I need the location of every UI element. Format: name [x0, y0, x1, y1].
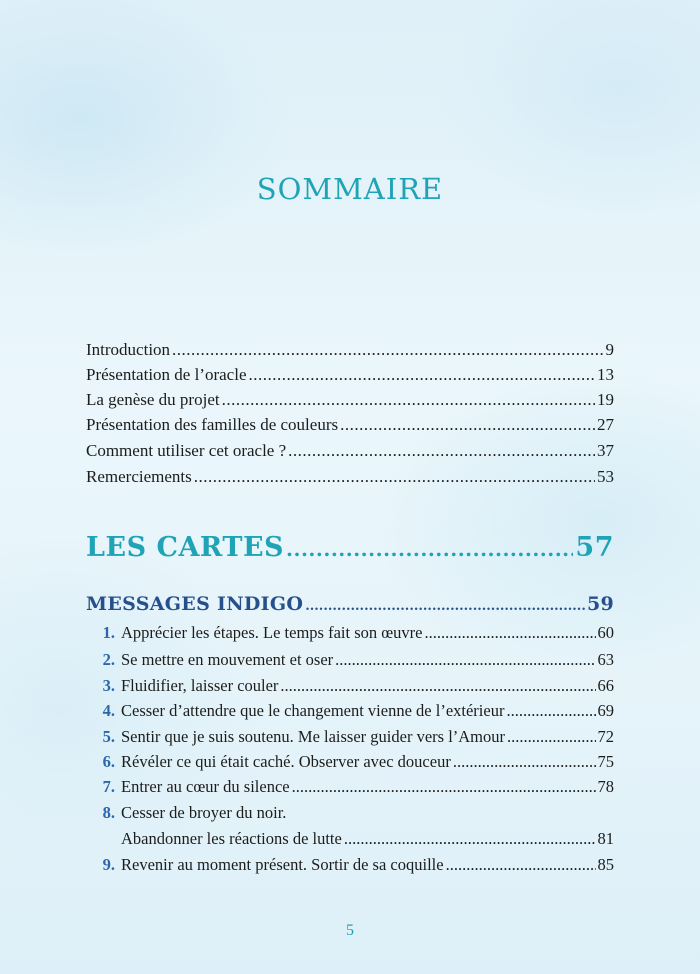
- toc-entry-remerciements[interactable]: [86, 467, 614, 491]
- card-label: Sentir que je suis soutenu. Me laisser guider vers l’Amour: [121, 727, 506, 746]
- card-label: Revenir au moment présent. Sortir de sa coquille: [121, 855, 444, 874]
- card-page: 81: [597, 829, 614, 848]
- toc-card-1[interactable]: [90, 623, 614, 646]
- toc-entry-presentation-oracle[interactable]: [86, 365, 614, 389]
- dot-leader: [172, 340, 603, 360]
- page-title: SOMMAIRE: [256, 172, 444, 206]
- toc-entry-label: Remerciements: [86, 467, 192, 486]
- card-label: Fluidifier, laisser couler: [121, 676, 279, 695]
- toc-card-8-line2[interactable]: [121, 829, 614, 852]
- card-page: 63: [597, 650, 614, 669]
- toc-entry-genese-projet[interactable]: [86, 390, 614, 414]
- card-number: 7.: [102, 777, 115, 796]
- dot-leader: [286, 537, 573, 561]
- toc-subsection-messages-indigo[interactable]: [86, 593, 614, 615]
- toc-entry-familles-couleurs[interactable]: [86, 415, 614, 439]
- toc-section-les-cartes[interactable]: [86, 532, 614, 563]
- card-label: Se mettre en mouvement et oser: [121, 650, 334, 669]
- dot-leader: [305, 599, 585, 614]
- subsection-label: MESSAGES INDIGO: [86, 593, 304, 615]
- section-label: LES CARTES: [86, 532, 285, 563]
- toc-entry-page: 37: [597, 441, 614, 460]
- card-page: 72: [597, 727, 614, 746]
- dot-leader: [222, 390, 595, 410]
- toc-entry-label: Présentation de l’oracle: [86, 365, 247, 384]
- dot-leader: [335, 650, 595, 670]
- dot-leader: [453, 752, 596, 772]
- toc-entry-page: 27: [597, 415, 614, 434]
- dot-leader: [424, 623, 595, 643]
- card-number: 5.: [102, 727, 115, 746]
- toc-entry-label: Présentation des familles de couleurs: [86, 415, 339, 434]
- dot-leader: [446, 855, 596, 875]
- card-label: Révéler ce qui était caché. Observer avec douceur: [121, 752, 451, 771]
- card-number: 3.: [102, 676, 115, 695]
- toc-entry-page: 19: [597, 390, 614, 409]
- card-page: 75: [597, 752, 614, 771]
- dot-leader: [292, 777, 596, 797]
- toc-entry-page: 53: [597, 467, 614, 486]
- card-number: 1.: [102, 623, 115, 642]
- card-label: Abandonner les réactions de lutte: [121, 829, 342, 848]
- toc-entry-introduction[interactable]: [86, 340, 614, 364]
- card-label: Entrer au cœur du silence: [121, 777, 290, 796]
- subsection-page: 59: [586, 593, 614, 615]
- toc-card-3[interactable]: [90, 676, 614, 699]
- toc-card-9[interactable]: [90, 855, 614, 878]
- toc-card-8-line1[interactable]: [90, 803, 614, 826]
- toc-card-4[interactable]: [90, 701, 614, 724]
- toc-card-7[interactable]: [90, 777, 614, 800]
- card-number: 2.: [102, 650, 115, 669]
- page-number: 5: [346, 922, 354, 939]
- dot-leader: [249, 365, 596, 385]
- card-page: 69: [597, 701, 614, 720]
- toc-entry-comment-utiliser[interactable]: [86, 441, 614, 465]
- dot-leader: [280, 676, 595, 696]
- dot-leader: [288, 441, 595, 461]
- card-number: 8.: [102, 803, 115, 822]
- toc-card-2[interactable]: [90, 650, 614, 673]
- card-number: 9.: [102, 855, 115, 874]
- toc-entry-label: La genèse du projet: [86, 390, 220, 409]
- dot-leader: [194, 467, 595, 487]
- section-page: 57: [575, 532, 614, 563]
- toc-entry-label: Introduction: [86, 340, 171, 359]
- dot-leader: [340, 415, 595, 435]
- card-label: Apprécier les étapes. Le temps fait son œuvre: [121, 623, 423, 642]
- dot-leader: [506, 701, 595, 721]
- card-number: 4.: [102, 701, 115, 720]
- card-page: 78: [597, 777, 614, 796]
- card-page: 60: [597, 623, 614, 642]
- toc-entry-label: Comment utiliser cet oracle ?: [86, 441, 287, 460]
- card-number: 6.: [102, 752, 115, 771]
- card-label-line1: Cesser de broyer du noir.: [121, 803, 287, 822]
- card-page: 66: [597, 676, 614, 695]
- toc-card-6[interactable]: [90, 752, 614, 775]
- dot-leader: [507, 727, 595, 747]
- toc-entry-page: 9: [605, 340, 614, 359]
- toc-entry-page: 13: [597, 365, 614, 384]
- card-label: Cesser d’attendre que le changement vienne de l’extérieur: [121, 701, 505, 720]
- dot-leader: [344, 829, 596, 849]
- card-page: 85: [597, 855, 614, 874]
- toc-card-5[interactable]: [90, 727, 614, 750]
